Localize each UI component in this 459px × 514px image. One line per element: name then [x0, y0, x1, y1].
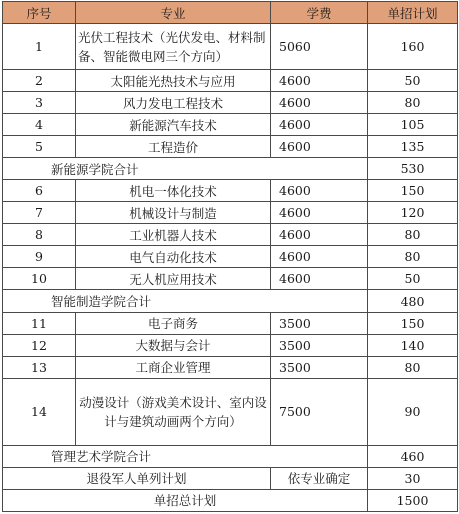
- row-no: 8: [3, 224, 76, 246]
- row-plan: 120: [368, 202, 458, 224]
- row-plan: 140: [368, 334, 458, 356]
- row-major: 大数据与会计: [76, 334, 271, 356]
- row-no: 5: [3, 136, 76, 158]
- row-major: 电气自动化技术: [76, 246, 271, 268]
- row-plan: 80: [368, 246, 458, 268]
- row-major: 机电一体化技术: [76, 180, 271, 202]
- subtotal-plan: 530: [368, 158, 458, 180]
- row-fee: 4600: [271, 224, 368, 246]
- row-plan: 80: [368, 92, 458, 114]
- row-plan: 50: [368, 70, 458, 92]
- row-fee: 4600: [271, 180, 368, 202]
- row-plan: 80: [368, 224, 458, 246]
- table-header-row: [3, 2, 458, 24]
- table-row: [3, 202, 458, 224]
- veteran-fee: 依专业确定: [271, 467, 368, 489]
- row-major: 太阳能光热技术与应用: [76, 70, 271, 92]
- row-no: 9: [3, 246, 76, 268]
- row-plan: 150: [368, 312, 458, 334]
- row-no: 14: [3, 378, 76, 445]
- subtotal-plan: 480: [368, 290, 458, 312]
- row-plan: 135: [368, 136, 458, 158]
- table-row: [3, 24, 458, 70]
- subtotal-row: [3, 290, 458, 312]
- row-major: 电子商务: [76, 312, 271, 334]
- subtotal-label: 管理艺术学院合计: [3, 445, 368, 467]
- row-no: 11: [3, 312, 76, 334]
- row-fee: 4600: [271, 136, 368, 158]
- row-no: 12: [3, 334, 76, 356]
- row-major: 无人机应用技术: [76, 268, 271, 290]
- row-no: 1: [3, 24, 76, 70]
- table-row: [3, 246, 458, 268]
- table-row: [3, 180, 458, 202]
- row-major: 工程造价: [76, 136, 271, 158]
- row-plan: 150: [368, 180, 458, 202]
- row-major: 光伏工程技术（光伏发电、材料制备、智能微电网三个方向）: [76, 24, 271, 70]
- row-major: 风力发电工程技术: [76, 92, 271, 114]
- row-fee: 3500: [271, 356, 368, 378]
- row-no: 4: [3, 114, 76, 136]
- row-plan: 160: [368, 24, 458, 70]
- row-fee: 4600: [271, 246, 368, 268]
- row-major: 机械设计与制造: [76, 202, 271, 224]
- row-fee: 4600: [271, 114, 368, 136]
- veteran-label: 退役军人单列计划: [3, 467, 271, 489]
- row-fee: 4600: [271, 268, 368, 290]
- row-plan: 105: [368, 114, 458, 136]
- row-no: 13: [3, 356, 76, 378]
- enrollment-plan-table: [2, 1, 458, 512]
- subtotal-plan: 460: [368, 445, 458, 467]
- table-row: [3, 70, 458, 92]
- row-fee: 4600: [271, 92, 368, 114]
- table-row: [3, 312, 458, 334]
- row-no: 7: [3, 202, 76, 224]
- table-row: [3, 268, 458, 290]
- header-no: 序号: [3, 2, 76, 24]
- veteran-plan: 30: [368, 467, 458, 489]
- row-no: 10: [3, 268, 76, 290]
- subtotal-label: 智能制造学院合计: [3, 290, 368, 312]
- row-major: 新能源汽车技术: [76, 114, 271, 136]
- row-fee: 4600: [271, 70, 368, 92]
- table-row: [3, 334, 458, 356]
- row-fee: 3500: [271, 312, 368, 334]
- table-row: [3, 356, 458, 378]
- row-no: 2: [3, 70, 76, 92]
- header-fee: 学费: [271, 2, 368, 24]
- row-fee: 4600: [271, 202, 368, 224]
- row-major: 工业机器人技术: [76, 224, 271, 246]
- row-no: 3: [3, 92, 76, 114]
- table-row: [3, 378, 458, 445]
- total-plan: 1500: [368, 489, 458, 511]
- table-row: [3, 136, 458, 158]
- subtotal-row: [3, 445, 458, 467]
- row-fee: 3500: [271, 334, 368, 356]
- row-plan: 90: [368, 378, 458, 445]
- table-row: [3, 224, 458, 246]
- subtotal-row: [3, 158, 458, 180]
- row-fee: 5060: [271, 24, 368, 70]
- row-plan: 50: [368, 268, 458, 290]
- row-major: 工商企业管理: [76, 356, 271, 378]
- table-row: [3, 114, 458, 136]
- table-row: [3, 92, 458, 114]
- total-label: 单招总计划: [3, 489, 368, 511]
- row-fee: 7500: [271, 378, 368, 445]
- subtotal-label: 新能源学院合计: [3, 158, 368, 180]
- row-no: 6: [3, 180, 76, 202]
- row-plan: 80: [368, 356, 458, 378]
- row-major: 动漫设计（游戏美术设计、室内设计与建筑动画两个方向）: [76, 378, 271, 445]
- veteran-row: [3, 467, 458, 489]
- header-major: 专业: [76, 2, 271, 24]
- total-row: [3, 489, 458, 511]
- header-plan: 单招计划: [368, 2, 458, 24]
